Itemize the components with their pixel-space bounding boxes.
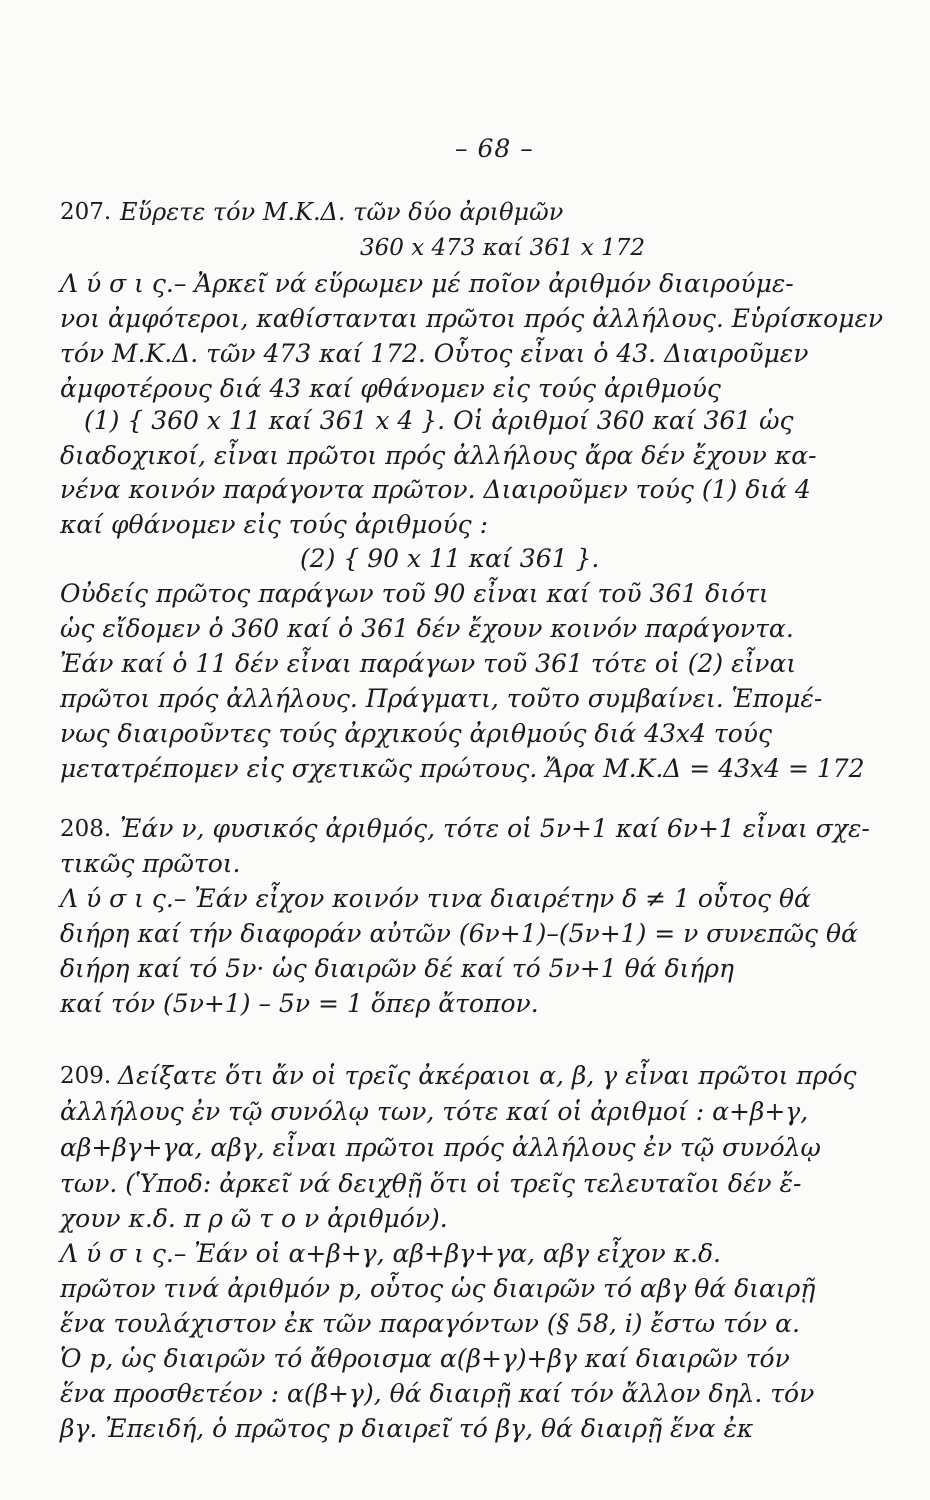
problem-208-number: 208.: [60, 816, 112, 842]
problem-208-solution-line: διήρη καί τό 5ν· ὡς διαιρῶν δέ καί τό 5ν+1 θά διήρη: [60, 954, 734, 983]
problem-207-solution-line: (1) { 360 x 11 καί 361 x 4 }. Οἱ ἀριθμοί 360 καί 361 ὡς: [84, 406, 794, 435]
problem-209-statement: Δείξατε ὅτι ἄν οἱ τρεῖς ἀκέραιοι α, β, γ εἶναι πρῶτοι πρός: [118, 1061, 857, 1090]
problem-208-statement: τικῶς πρῶτοι.: [60, 849, 241, 878]
problem-209-hint: χουν κ.δ. π ρ ῶ τ ο ν ἀριθμόν).: [60, 1204, 448, 1233]
problem-207-solution-line: ἀμφοτέρους διά 43 καί φθάνομεν εἰς τούς ἀριθμούς: [60, 374, 721, 403]
problem-207-statement: Εὕρετε τόν Μ.Κ.Δ. τῶν δύο ἀριθμῶν: [120, 198, 564, 226]
problem-207-solution-line: μετατρέπομεν εἰς σχετικῶς πρώτους. Ἄρα Μ.Κ.Δ = 43x4 = 172: [60, 754, 865, 783]
problem-209-solution-line: πρῶτον τινά ἀριθμόν p, οὗτος ὡς διαιρῶν τό αβγ θά διαιρῇ: [60, 1274, 816, 1303]
problem-209-solution-line: Λ ύ σ ι ς.– Ἐάν οἱ α+β+γ, αβ+βγ+γα, αβγ εἶχον κ.δ.: [60, 1239, 721, 1268]
problem-207-solution-line: νένα κοινόν παράγοντα πρῶτον. Διαιροῦμεν τούς (1) διά 4: [60, 475, 811, 504]
problem-209-hint: των. (Ὑποδ: ἀρκεῖ νά δειχθῇ ὅτι οἱ τρεῖς τελευταῖοι δέν ἔ-: [60, 1169, 802, 1198]
problem-207-solution-line: νως διαιροῦντες τούς ἀρχικούς ἀριθμούς διά 43x4 τούς: [60, 719, 772, 748]
problem-209-solution-line: ἕνα προσθετέον : α(β+γ), θά διαιρῇ καί τόν ἄλλον δηλ. τόν: [60, 1379, 815, 1408]
problem-207-solution-line: πρῶτοι πρός ἀλλήλους. Πράγματι, τοῦτο συμβαίνει. Ἑπομέ-: [60, 684, 823, 713]
problem-207-solution-line: νοι ἀμφότεροι, καθίστανται πρῶτοι πρός ἀλλήλους. Εὑρίσκομεν: [60, 304, 884, 333]
problem-207-solution-line: τόν Μ.Κ.Δ. τῶν 473 καί 172. Οὗτος εἶναι ὁ 43. Διαιροῦμεν: [60, 339, 809, 368]
problem-207-solution-line: Οὐδείς πρῶτος παράγων τοῦ 90 εἶναι καί τοῦ 361 διότι: [60, 579, 769, 608]
problem-207-solution-line: ὡς εἴδομεν ὁ 360 καί ὁ 361 δέν ἔχουν κοινόν παράγοντα.: [60, 614, 794, 643]
problem-208-solution-line: διήρη καί τήν διαφοράν αὐτῶν (6ν+1)–(5ν+1) = ν συνεπῶς θά: [60, 919, 858, 948]
page-number: – 68 –: [455, 134, 534, 163]
problem-207-number: 207.: [60, 199, 112, 225]
problem-207-solution-line: διαδοχικοί, εἶναι πρῶτοι πρός ἀλλήλους ἄρα δέν ἔχουν κα-: [60, 441, 817, 470]
problem-208-solution-line: Λ ύ σ ι ς.– Ἐάν εἶχον κοινόν τινα διαιρέτην δ ≠ 1 οὗτος θά: [60, 884, 811, 913]
problem-209-solution-line: βγ. Ἐπειδή, ὁ πρῶτος p διαιρεῖ τό βγ, θά διαιρῇ ἕνα ἐκ: [60, 1414, 754, 1443]
problem-207-solution-line: Ἐάν καί ὁ 11 δέν εἶναι παράγων τοῦ 361 τότε οἱ (2) εἶναι: [60, 649, 797, 678]
problem-209-statement: ἀλλήλους ἐν τῷ συνόλῳ των, τότε καί οἱ ἀριθμοί : α+β+γ,: [60, 1097, 809, 1126]
problem-207-solution-line: (2) { 90 x 11 καί 361 }.: [300, 544, 600, 573]
problem-207-solution-line: Λ ύ σ ι ς.– Ἀρκεῖ νά εὕρωμεν μέ ποῖον ἀριθμόν διαιρούμε-: [60, 269, 794, 298]
problem-209-statement: αβ+βγ+γα, αβγ, εἶναι πρῶτοι πρός ἀλλήλους ἐν τῷ συνόλῳ: [60, 1133, 821, 1162]
problem-209-number: 209.: [60, 1063, 112, 1089]
problem-208-statement: Ἐάν ν, φυσικός ἀριθμός, τότε οἱ 5ν+1 καί 6ν+1 εἶναι σχε-: [120, 814, 870, 843]
problem-209-solution-line: Ὁ p, ὡς διαιρῶν τό ἄθροισμα α(β+γ)+βγ καί διαιρῶν τόν: [60, 1344, 790, 1373]
problem-207-solution-line: καί φθάνομεν εἰς τούς ἀριθμούς :: [60, 510, 489, 539]
problem-207-numbers: 360 x 473 καί 361 x 172: [360, 235, 646, 261]
problem-208-solution-line: καί τόν (5ν+1) – 5ν = 1 ὅπερ ἄτοπον.: [60, 989, 539, 1018]
problem-209-solution-line: ἕνα τουλάχιστον ἐκ τῶν παραγόντων (§ 58, i) ἔστω τόν α.: [60, 1309, 800, 1338]
